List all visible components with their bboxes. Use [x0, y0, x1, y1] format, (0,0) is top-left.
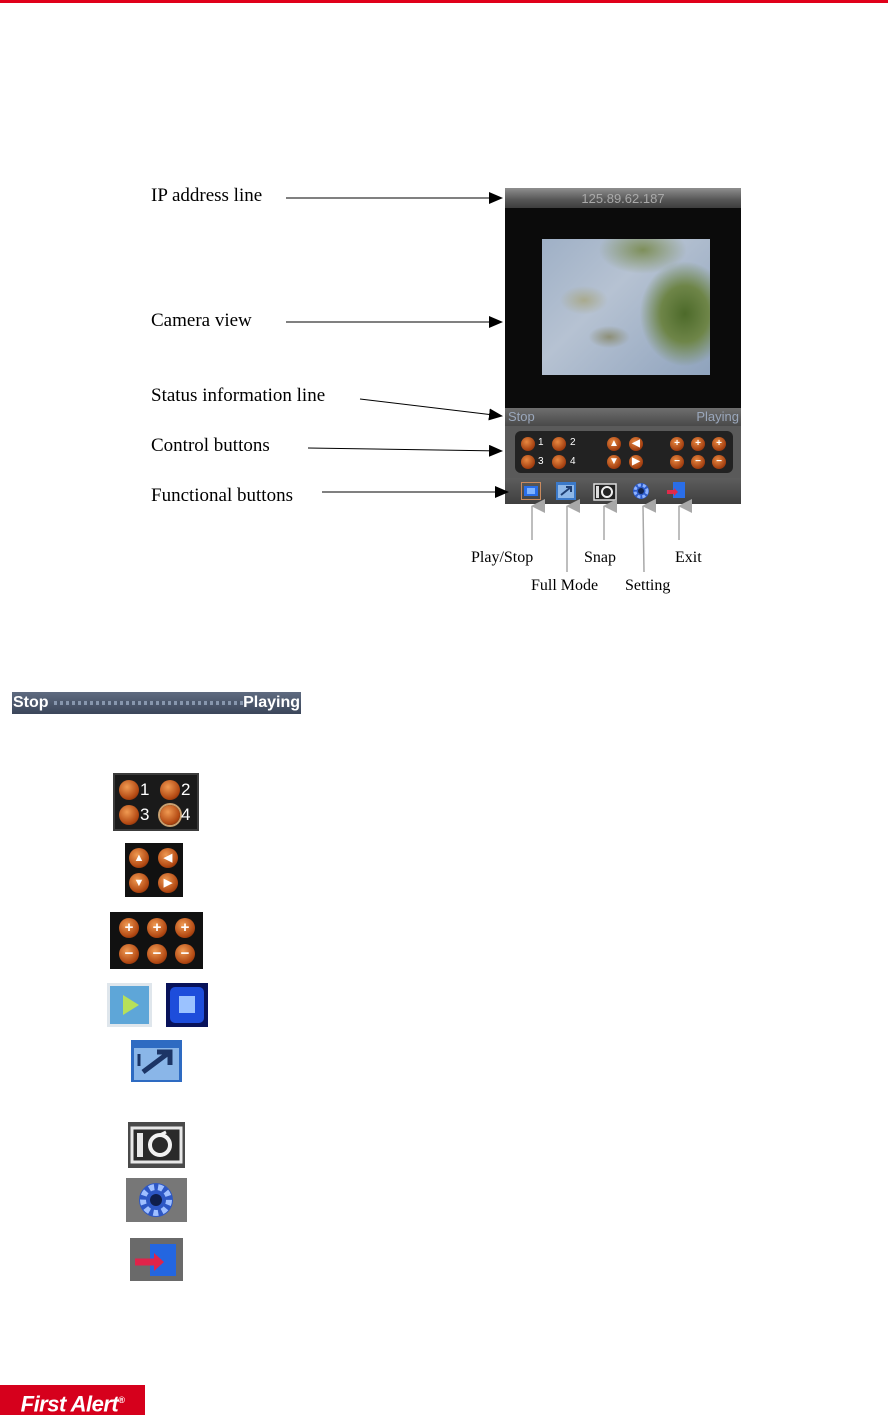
plus-3-button[interactable]: + — [712, 437, 726, 451]
camera-4-number-large: 4 — [181, 805, 191, 824]
setting-gear-icon-large[interactable] — [126, 1178, 187, 1222]
minus-2-button[interactable]: − — [691, 455, 705, 469]
camera-2-number: 2 — [570, 437, 576, 448]
camera-3-number-large: 3 — [140, 805, 150, 824]
label-snap: Snap — [584, 549, 616, 566]
camera-image — [542, 239, 710, 375]
camera-1-number: 1 — [538, 437, 544, 448]
minus-1-button[interactable]: − — [670, 455, 684, 469]
pan-right-button-large[interactable]: ▶ — [158, 873, 178, 893]
pan-left-button-large[interactable]: ◀ — [158, 848, 178, 868]
snap-camera-icon[interactable] — [593, 481, 617, 501]
camera-1-button-large[interactable] — [119, 780, 139, 800]
camera-selector-enlarged — [113, 773, 199, 831]
plus-1-button[interactable]: + — [670, 437, 684, 451]
camera-4-button[interactable] — [552, 455, 566, 469]
plus-1-button-large[interactable]: + — [119, 918, 139, 938]
logo-trademark: ® — [118, 1395, 125, 1405]
snap-camera-icon-large[interactable] — [128, 1122, 185, 1168]
stop-icon-large[interactable] — [166, 983, 208, 1027]
camera-4-button-large-selected[interactable] — [160, 805, 180, 825]
status-strip-playing: Playing — [243, 694, 300, 711]
camera-view — [505, 208, 741, 408]
plus-2-button-large[interactable]: + — [147, 918, 167, 938]
logo-text: First Alert — [20, 1391, 119, 1417]
exit-icon[interactable] — [665, 481, 687, 501]
status-strip-stop: Stop — [13, 694, 49, 711]
status-strip-noise — [54, 701, 244, 705]
camera-1-button[interactable] — [521, 437, 535, 451]
play-stop-icon[interactable] — [521, 482, 541, 500]
camera-3-button-large[interactable] — [119, 805, 139, 825]
control-buttons-panel — [505, 426, 741, 478]
first-alert-logo — [0, 1385, 145, 1415]
camera-3-button[interactable] — [521, 455, 535, 469]
setting-gear-icon[interactable] — [630, 481, 652, 501]
phone-screen — [505, 188, 741, 504]
plus-2-button[interactable]: + — [691, 437, 705, 451]
pan-up-button[interactable]: ▲ — [607, 437, 621, 451]
label-full-mode: Full Mode — [531, 577, 599, 594]
minus-2-button-large[interactable]: − — [147, 944, 167, 964]
status-strip-enlarged — [12, 692, 301, 714]
control-buttons-inner — [515, 431, 733, 473]
pan-down-button[interactable]: ▼ — [607, 455, 621, 469]
callout-functional-buttons: Functional buttons — [151, 485, 293, 506]
pan-down-button-large[interactable]: ▼ — [129, 873, 149, 893]
camera-2-button[interactable] — [552, 437, 566, 451]
camera-2-button-large[interactable] — [160, 780, 180, 800]
minus-3-button[interactable]: − — [712, 455, 726, 469]
minus-1-button-large[interactable]: − — [119, 944, 139, 964]
callout-status-information-line: Status information line — [151, 385, 326, 406]
camera-1-number-large: 1 — [140, 780, 150, 799]
callout-ip-address-line: IP address line — [151, 185, 263, 206]
camera-3-number: 3 — [538, 456, 544, 467]
callout-control-buttons: Control buttons — [151, 435, 270, 456]
camera-2-number-large: 2 — [181, 780, 191, 799]
camera-4-number: 4 — [570, 456, 576, 467]
functional-buttons-bar — [505, 478, 741, 504]
ip-address-bar: 125.89.62.187 — [505, 188, 741, 208]
direction-buttons-enlarged — [125, 843, 183, 897]
label-play-stop: Play/Stop — [471, 549, 534, 566]
exit-icon-large[interactable] — [130, 1238, 183, 1281]
status-playing-label: Playing — [696, 409, 739, 424]
minus-3-button-large[interactable]: − — [175, 944, 195, 964]
status-stop-label: Stop — [508, 409, 535, 424]
label-exit: Exit — [675, 549, 702, 566]
pan-left-button[interactable]: ◀ — [629, 437, 643, 451]
plus-3-button-large[interactable]: + — [175, 918, 195, 938]
callout-camera-view: Camera view — [151, 310, 252, 331]
full-mode-icon-large[interactable] — [131, 1040, 182, 1082]
top-rule — [0, 0, 888, 3]
play-icon-large[interactable] — [107, 983, 152, 1027]
label-setting: Setting — [625, 577, 671, 594]
plus-minus-buttons-enlarged — [110, 912, 203, 969]
pan-up-button-large[interactable]: ▲ — [129, 848, 149, 868]
status-information-line — [505, 408, 741, 426]
pan-right-button[interactable]: ▶ — [629, 455, 643, 469]
full-mode-icon[interactable] — [556, 482, 576, 500]
